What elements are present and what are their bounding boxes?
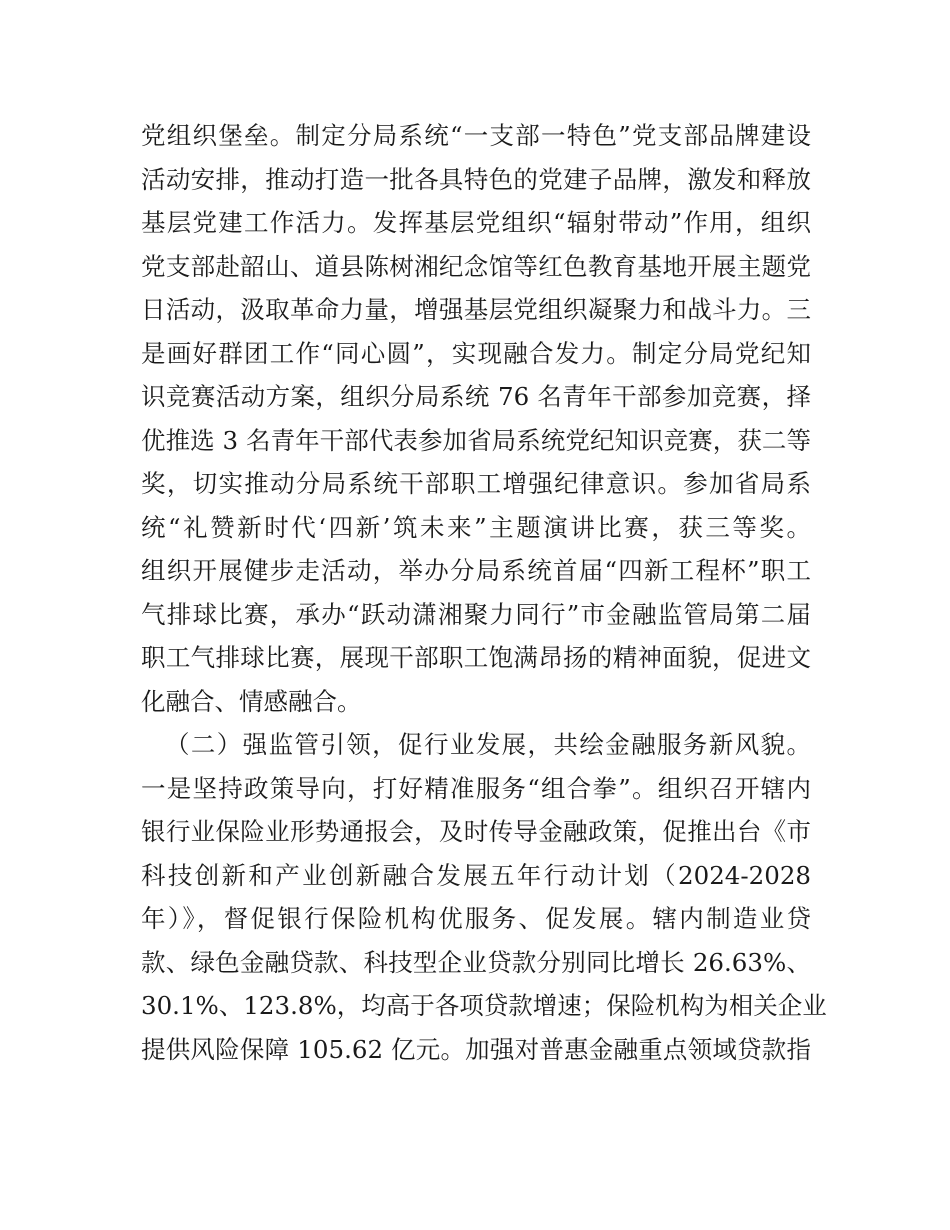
section-heading-line: （二）强监管引领，促行业发展，共绘金融服务新风貌。 (165, 730, 811, 759)
body-text-line: 基层党建工作活力。发挥基层党组织“辐射带动”作用，组织 (141, 208, 811, 237)
body-text-line: 是画好群团工作“同心圆”，实现融合发力。制定分局党纪知 (141, 339, 811, 368)
body-text-line: 识竞赛活动方案，组织分局系统 76 名青年干部参加竞赛，择 (141, 382, 811, 411)
body-text-line: 组织开展健步走活动，举办分局系统首届“四新工程杯”职工 (141, 556, 811, 585)
body-text-line: 一是坚持政策导向，打好精准服务“组合拳”。组织召开辖内 (141, 774, 811, 803)
body-text-line: 党支部赴韶山、道县陈树湘纪念馆等红色教育基地开展主题党 (141, 252, 811, 281)
body-text-line: 职工气排球比赛，展现干部职工饱满昂扬的精神面貌，促进文 (141, 643, 811, 672)
body-text-line: 款、绿色金融贷款、科技型企业贷款分别同比增长 26.63%、 (141, 948, 811, 977)
body-text-line: 气排球比赛，承办“跃动潇湘聚力同行”市金融监管局第二届 (141, 600, 811, 629)
body-text-line: 奖，切实推动分局系统干部职工增强纪律意识。参加省局系 (141, 469, 811, 498)
body-text-line: 科技创新和产业创新融合发展五年行动计划（2024-2028 (141, 861, 811, 890)
body-text-line: 优推选 3 名青年干部代表参加省局系统党纪知识竞赛，获二等 (141, 426, 811, 455)
body-text-line: 提供风险保障 105.62 亿元。加强对普惠金融重点领域贷款指 (141, 1035, 811, 1064)
body-text-line: 银行业保险业形势通报会，及时传导金融政策，促推出台《市 (141, 817, 811, 846)
body-text-line: 活动安排，推动打造一批各具特色的党建子品牌，激发和释放 (141, 165, 811, 194)
body-text-line: 统“礼赞新时代‘四新’筑未来”主题演讲比赛，获三等奖。 (141, 513, 811, 542)
body-text-line: 年）》，督促银行保险机构优服务、促发展。辖内制造业贷 (141, 904, 811, 933)
body-text-line: 日活动，汲取革命力量，增强基层党组织凝聚力和战斗力。三 (141, 295, 811, 324)
paragraph-end-line: 化融合、情感融合。 (141, 687, 362, 716)
body-text-line: 30.1%、123.8%，均高于各项贷款增速；保险机构为相关企业 (141, 991, 827, 1020)
body-text-line: 党组织堡垒。制定分局系统“一支部一特色”党支部品牌建设 (141, 121, 811, 150)
